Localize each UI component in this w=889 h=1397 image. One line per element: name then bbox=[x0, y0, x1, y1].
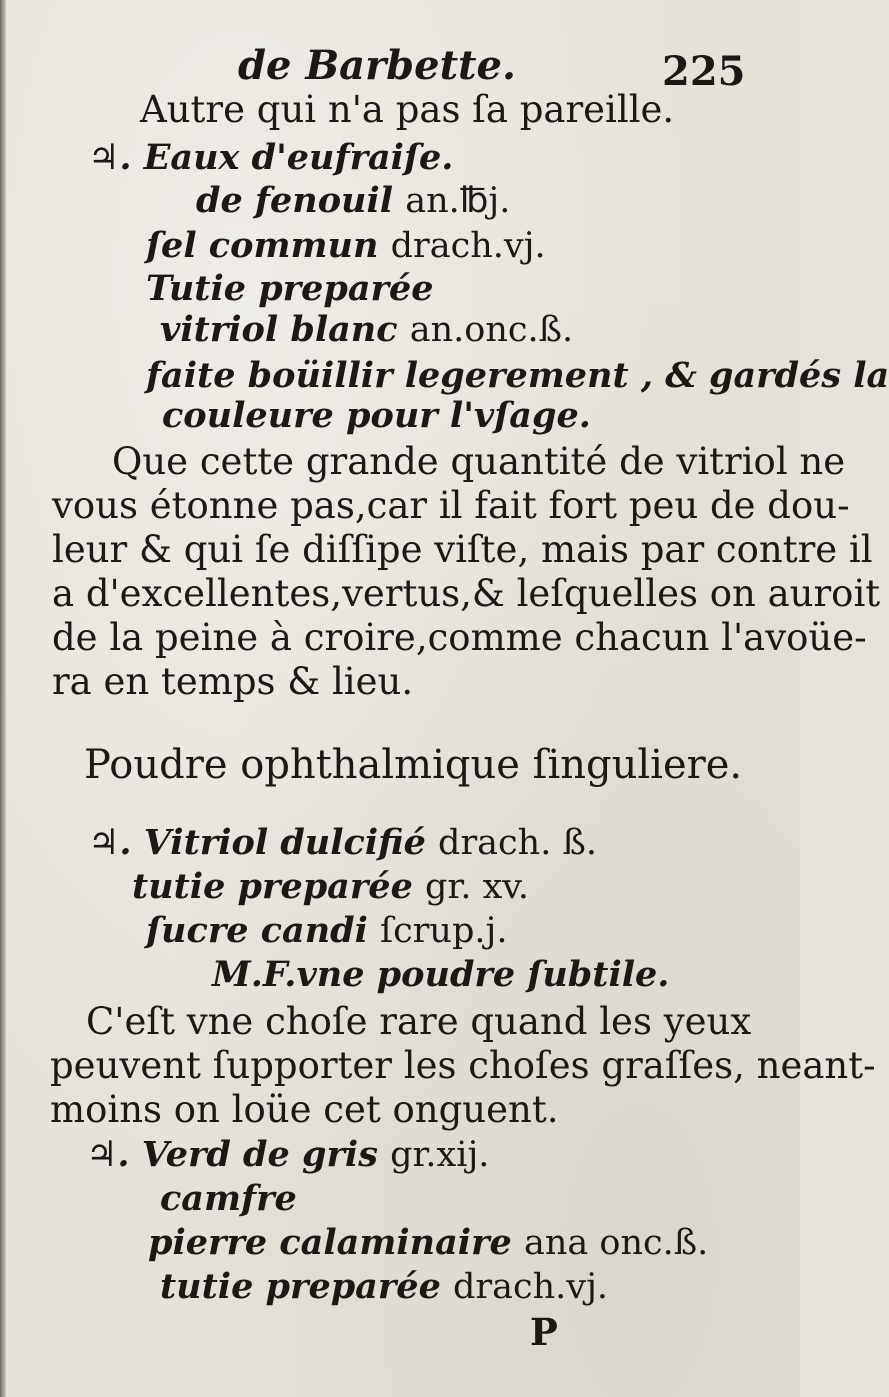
recipe-line: ſucre candi ſcrup.j. bbox=[146, 910, 508, 951]
paragraph-line: de la peine à croire,comme chacun l'avoüe- bbox=[52, 616, 867, 659]
recipe-line: camfre bbox=[160, 1178, 297, 1219]
paragraph-line: a d'excellentes,vertus,& leſquelles on auroit bbox=[52, 572, 881, 615]
recipe-line: ſel commun drach.vj. bbox=[146, 225, 546, 266]
paragraph-line: C'eſt vne choſe rare quand les yeux bbox=[86, 1000, 752, 1043]
recipe-line: M.F.vne poudre ſubtile. bbox=[212, 954, 670, 995]
recipe-line: couleure pour l'vſage. bbox=[162, 395, 591, 436]
recipe-symbol: ♃. bbox=[88, 137, 144, 178]
page-number: 225 bbox=[662, 48, 746, 95]
section-heading: Poudre ophthalmique ſinguliere. bbox=[84, 742, 743, 788]
recipe-title: Autre qui n'a pas ſa pareille. bbox=[140, 88, 675, 131]
recipe-line: ♃. Vitriol dulcifié drach. ß. bbox=[88, 822, 597, 863]
paragraph-line: ra en temps & lieu. bbox=[52, 660, 414, 703]
paragraph-line: moins on loüe cet onguent. bbox=[50, 1088, 559, 1131]
recipe-line: de fenouil an.℔j. bbox=[196, 180, 511, 221]
recipe-line: Tutie preparée bbox=[146, 268, 434, 309]
recipe-line: pierre calaminaire ana onc.ß. bbox=[148, 1222, 709, 1263]
paragraph-line: vous étonne pas,car il fait fort peu de dou- bbox=[52, 484, 850, 527]
recipe-line: ♃. Verd de gris gr.xij. bbox=[86, 1134, 490, 1175]
catchword: P bbox=[530, 1310, 558, 1354]
recipe-line: faite boüillir legerement , & gardés la bbox=[146, 355, 889, 396]
recipe-line: tutie preparée gr. xv. bbox=[132, 866, 530, 907]
page-gutter bbox=[0, 0, 6, 1397]
recipe-line: tutie preparée drach.vj. bbox=[160, 1266, 609, 1307]
recipe-line: vitriol blanc an.onc.ß. bbox=[160, 309, 574, 350]
paragraph-line: Que cette grande quantité de vitriol ne bbox=[112, 440, 846, 483]
recipe-line: ♃. Eaux d'eufraiſe. bbox=[88, 137, 454, 178]
paragraph-line: peuvent ſupporter les choſes graſſes, neant- bbox=[50, 1044, 876, 1087]
paragraph-line: leur & qui ſe diſſipe viſte, mais par contre il bbox=[52, 528, 873, 571]
running-head: de Barbette. bbox=[238, 42, 516, 89]
